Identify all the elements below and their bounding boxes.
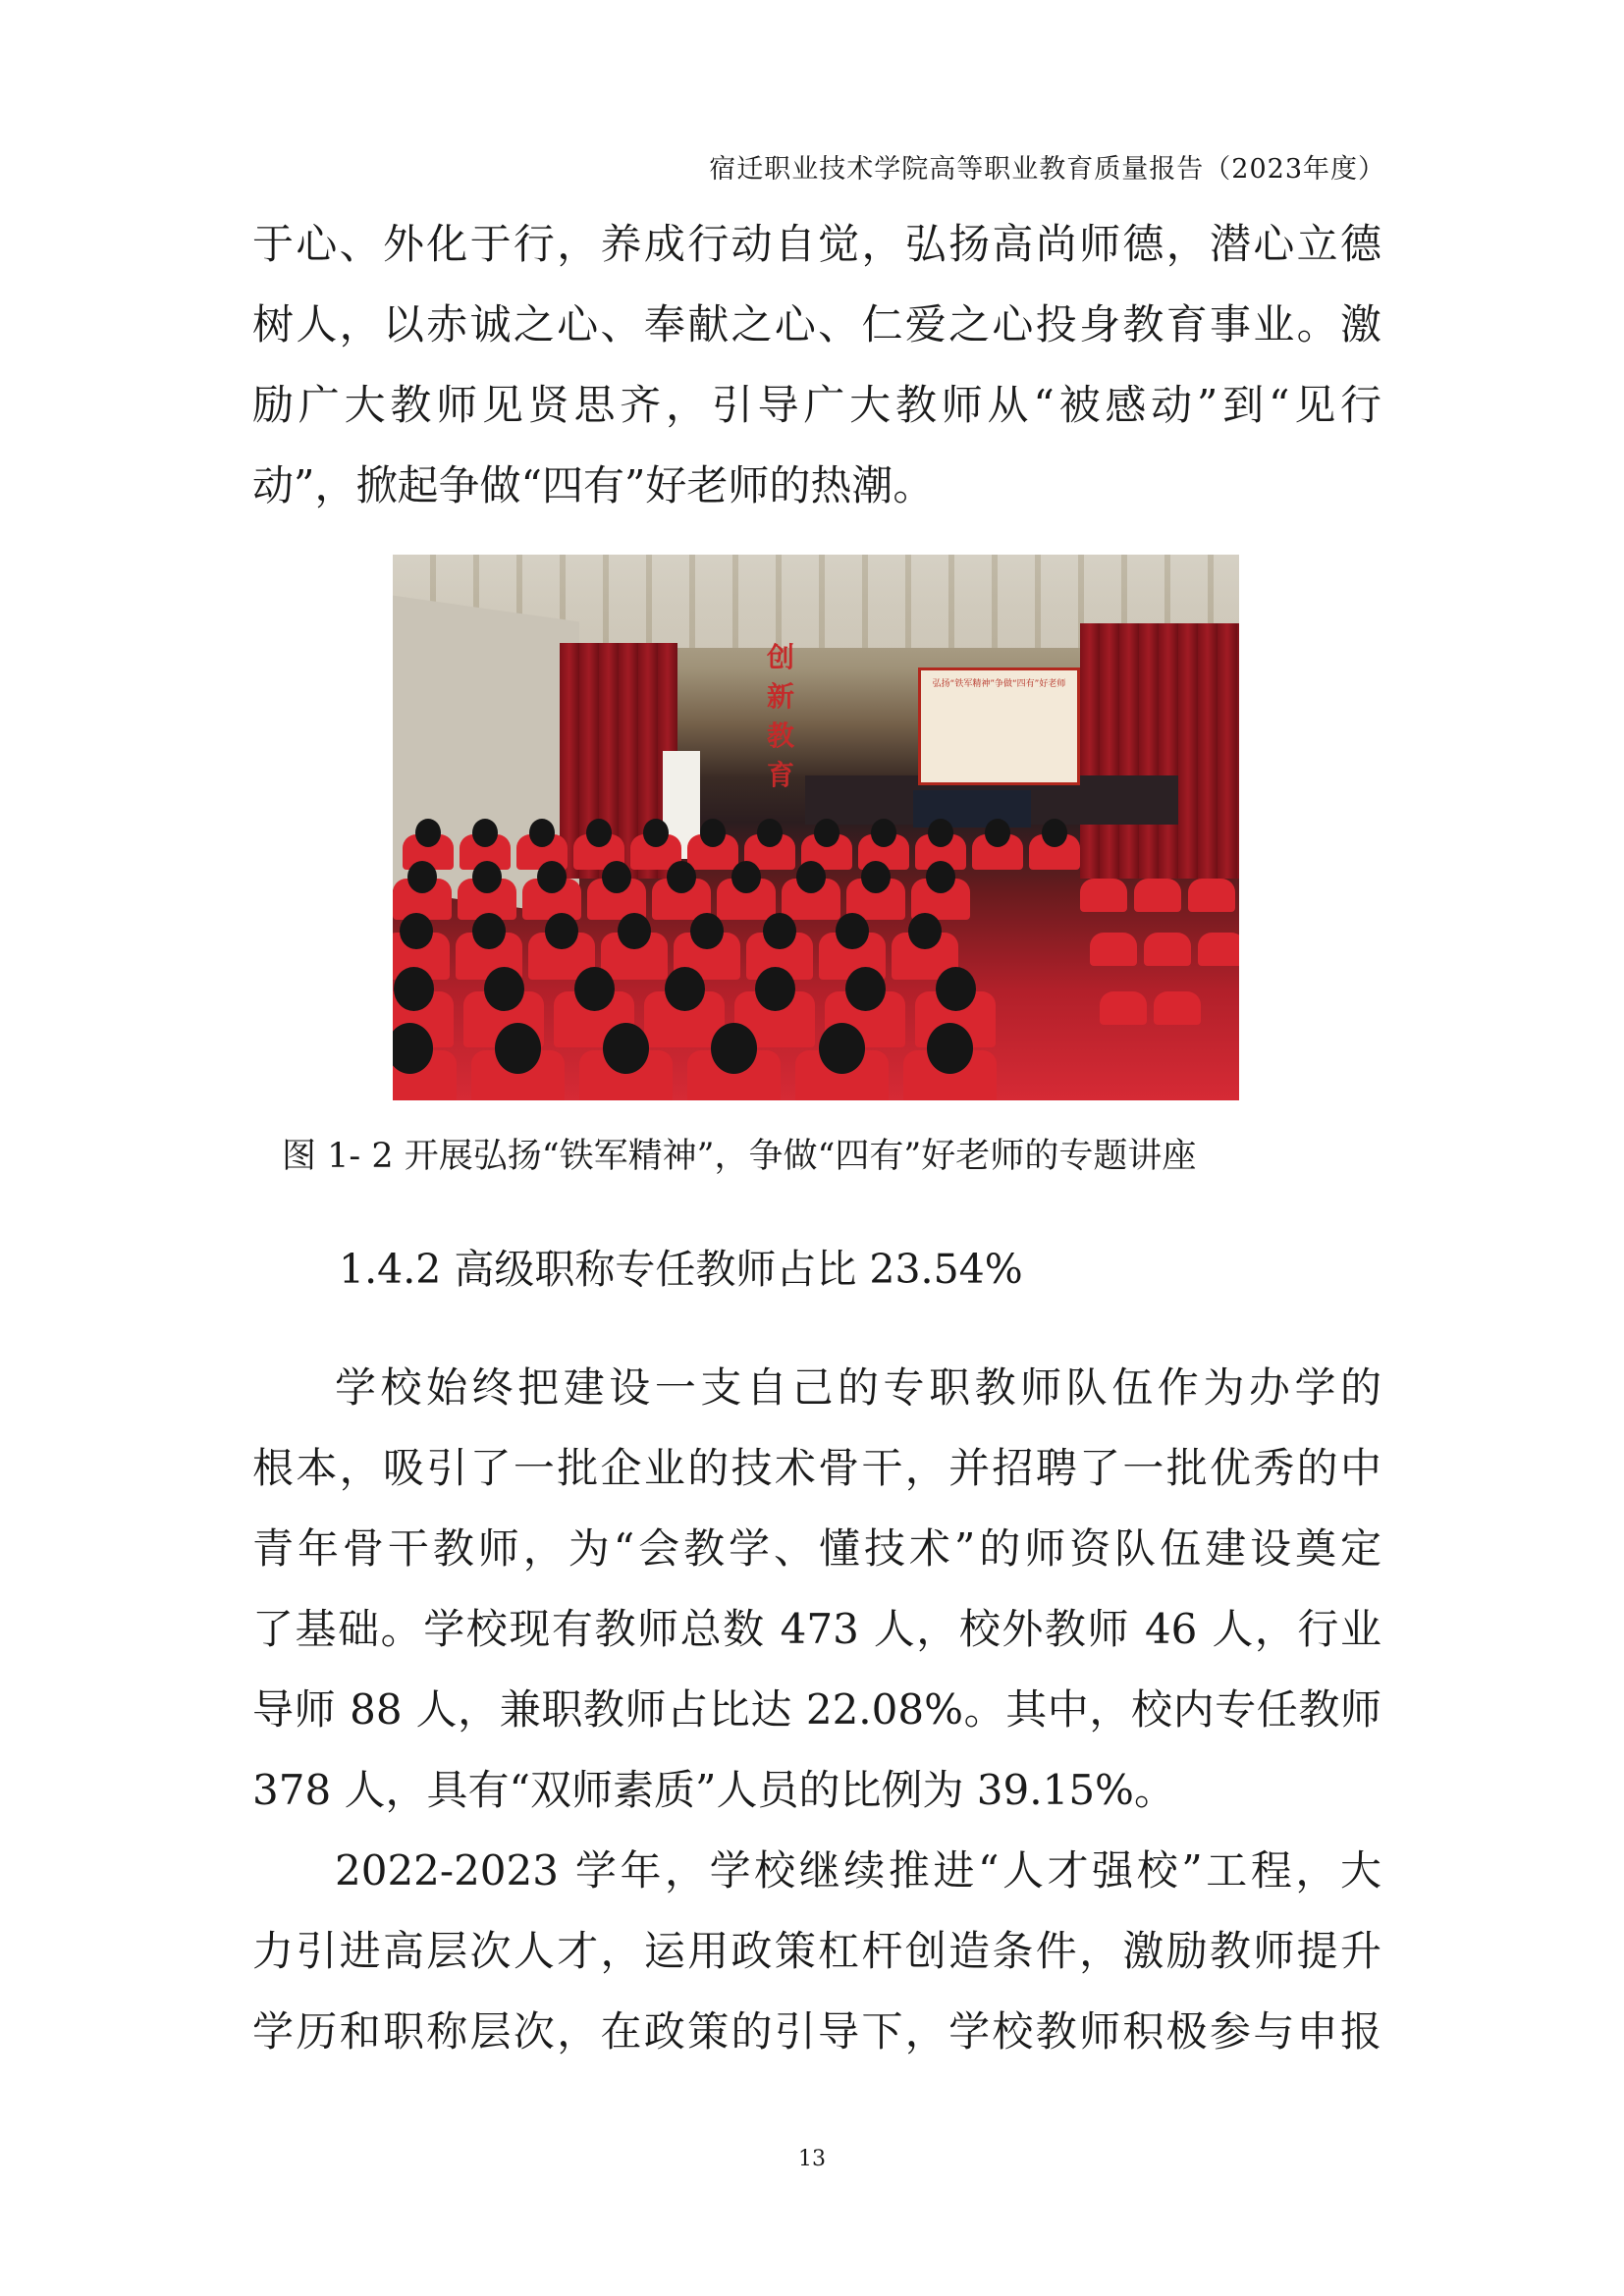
lecture-hall-photo	[393, 555, 1239, 1100]
text-line: 378 人，具有“双师素质”人员的比例为 39.15%。	[252, 1766, 1175, 1814]
audience-head	[415, 819, 441, 847]
audience-head	[845, 967, 886, 1011]
text-line: 了基础。学校现有教师总数 473 人，校外教师 46 人，行业	[252, 1605, 1381, 1653]
audience-head	[731, 861, 761, 893]
audience-head	[667, 861, 696, 893]
seat	[1134, 879, 1181, 912]
audience-head	[936, 967, 976, 1011]
seat	[1080, 879, 1127, 912]
audience-head	[871, 819, 896, 847]
section-heading: 1.4.2 高级职称专任教师占比 23.54%	[339, 1246, 1023, 1293]
audience-head	[407, 861, 437, 893]
audience-head	[819, 1023, 866, 1074]
photo-wall-slogan	[754, 638, 807, 795]
audience-head	[472, 819, 498, 847]
slogan-char: 新	[766, 680, 794, 713]
text-line: 于心、外化于行，养成行动自觉，弘扬高尚师德，潜心立德	[252, 220, 1381, 268]
slogan-char: 创	[766, 641, 794, 673]
audience-head	[643, 819, 669, 847]
audience-head	[836, 913, 869, 949]
audience-head	[927, 1023, 974, 1074]
slogan-char: 育	[766, 759, 794, 791]
text-line: 树人，以赤诚之心、奉献之心、仁爱之心投身教育事业。激	[252, 300, 1381, 348]
text-line: 学历和职称层次，在政策的引导下，学校教师积极参与申报	[252, 2007, 1381, 2056]
audience-head	[711, 1023, 758, 1074]
photo-curtain-right	[1080, 623, 1239, 879]
audience-head	[472, 861, 502, 893]
seat	[1154, 991, 1201, 1025]
audience-head	[908, 913, 942, 949]
figure-caption: 图 1- 2 开展弘扬“铁军精神”，争做“四有”好老师的专题讲座	[282, 1137, 1197, 1176]
audience-head	[495, 1023, 542, 1074]
text-line: 青年骨干教师，为“会教学、懂技术”的师资队伍建设奠定	[252, 1524, 1381, 1573]
text-line: 力引进高层次人才，运用政策杠杆创造条件，激励教师提升	[252, 1927, 1381, 1975]
audience-head	[755, 967, 795, 1011]
body-paragraph-2	[252, 1348, 1381, 1831]
page-number: 13	[798, 2147, 826, 2171]
audience-head	[394, 967, 434, 1011]
seat	[1198, 933, 1239, 966]
slogan-char: 教	[766, 720, 794, 752]
text-line: 学校始终把建设一支自己的专职教师队伍作为办学的	[335, 1363, 1381, 1412]
text-line: 根本，吸引了一批企业的技术骨干，并招聘了一批优秀的中	[252, 1444, 1381, 1492]
seat	[1090, 933, 1137, 966]
audience-head	[928, 819, 953, 847]
audience-head	[574, 967, 615, 1011]
text-line: 励广大教师见贤思齐，引导广大教师从“被感动”到“见行	[252, 381, 1381, 429]
audience-head	[690, 913, 724, 949]
audience-head	[700, 819, 726, 847]
audience-head	[665, 967, 705, 1011]
text-line: 2022-2023 学年，学校继续推进“人才强校”工程，大	[335, 1846, 1381, 1895]
photo-stage-screen: 弘扬“铁军精神”争做“四有”好老师	[918, 667, 1080, 785]
audience-head	[472, 913, 506, 949]
seat	[1144, 933, 1191, 966]
intro-paragraph	[252, 204, 1381, 526]
report-header: 宿迁职业技术学院高等职业教育质量报告（2023年度）	[709, 154, 1385, 185]
audience-head	[618, 913, 651, 949]
audience-head	[926, 861, 955, 893]
audience-head	[603, 1023, 650, 1074]
audience-head	[602, 861, 631, 893]
audience-head	[796, 861, 826, 893]
seat	[1100, 991, 1147, 1025]
audience-head	[861, 861, 891, 893]
seat	[1188, 879, 1235, 912]
text-line: 动”，掀起争做“四有”好老师的热潮。	[252, 461, 935, 509]
audience-head	[1042, 819, 1067, 847]
audience-head	[400, 913, 433, 949]
audience-head	[586, 819, 612, 847]
body-paragraph-3	[252, 1831, 1381, 2072]
audience-head	[545, 913, 578, 949]
text-line: 导师 88 人，兼职教师占比达 22.08%。其中，校内专任教师	[252, 1685, 1381, 1734]
audience-head	[985, 819, 1010, 847]
audience-head	[763, 913, 796, 949]
audience-head	[529, 819, 555, 847]
audience-head	[537, 861, 567, 893]
audience-head	[484, 967, 524, 1011]
audience-head	[757, 819, 783, 847]
audience-head	[814, 819, 839, 847]
